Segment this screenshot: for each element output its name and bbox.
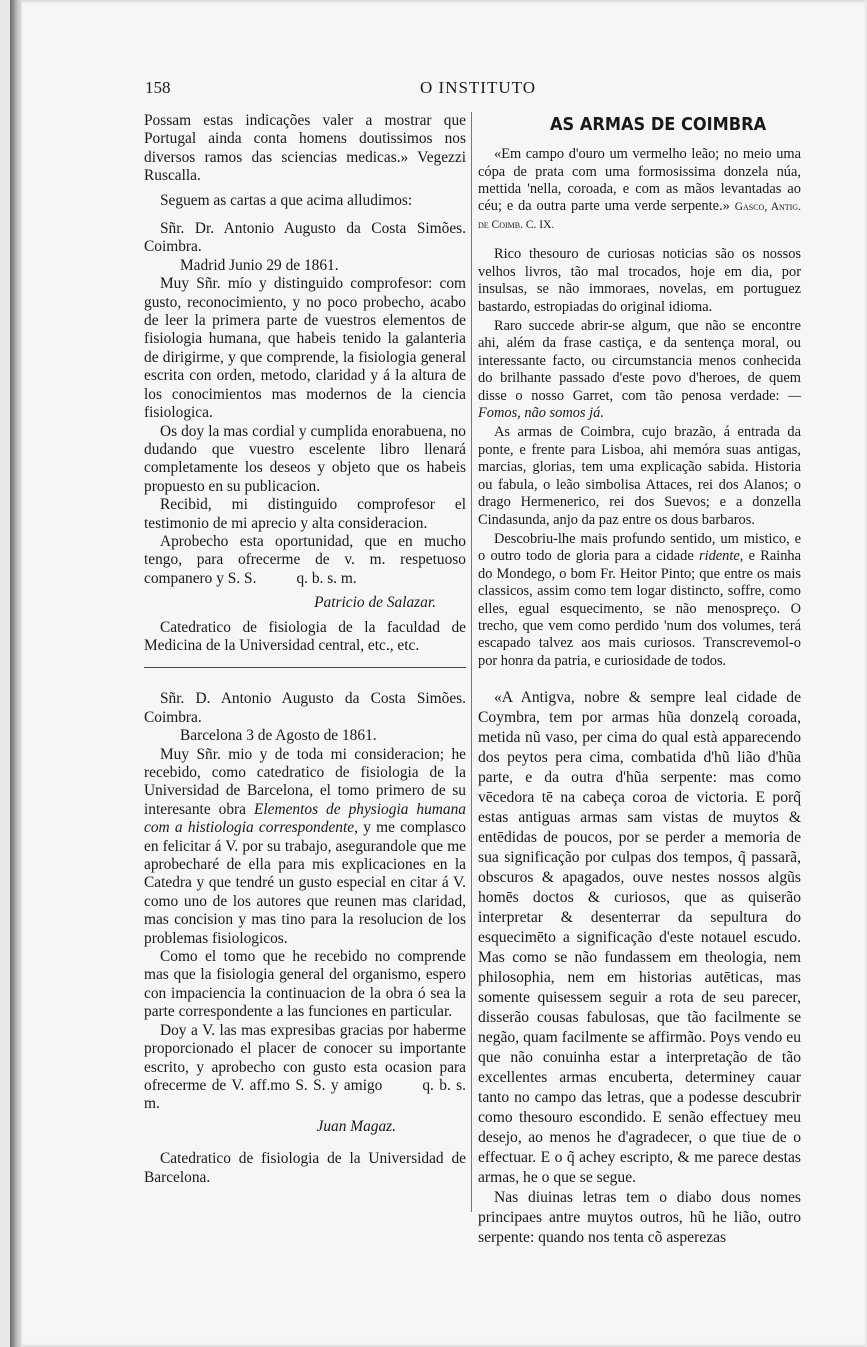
letter-closing: q. b. s. m. — [144, 1076, 466, 1113]
quotation: —Fomos, não somos já. — [478, 387, 801, 422]
paragraph — [478, 318, 801, 422]
letter-signature: Patricio de Salazar. — [314, 594, 436, 612]
letter-address: Sñr. D. Antonio Augusto da Costa Simões. Coimbra. — [144, 690, 466, 726]
running-title: O INSTITUTO — [420, 78, 536, 97]
epigraph — [478, 146, 801, 234]
letter-address: Sñr. Dr. Antonio Augusto da Costa Simões. Coimbra. — [144, 220, 466, 256]
page-binding-edge — [10, 0, 22, 1347]
letter-signer-title: Catedratico de fisiologia de la Universidad de Barcelona. — [144, 1150, 466, 1186]
letter-signer-title: Catedratico de fisiologia de la faculdad de Medicina de la Universidad central, etc., etc. — [144, 618, 466, 654]
paragraph-text: Raro succede abrir-se algum, que não se encontre ahi, além da frase castiça, e da sentença moral, ou interessante facto, ou circumstancia menos conhecida do brilhante passado d'este povo d'heroes, de quem disse o nosso Garret, com tão penosa verdade: — [478, 318, 801, 404]
letter-paragraph: Recibid, mi distinguido comprofesor el testimonio de mi aprecio y alta consideracion. — [144, 496, 466, 532]
page-header — [145, 78, 800, 100]
paragraph: As armas de Coimbra, cujo brazão, á entrada da ponte, e frente para Lisboa, ahi memóra suas antigas, marcias, glorias, tem uma explicação sabida. Historia ou fabula, o leão simbolisa Attaces, rei dos Alanos; o drago Hermenerico, rei dos Suevos; e a donzella Cindasunda, anjo da paz entre os dous barbaros. — [478, 424, 801, 528]
letter-closing: q. b. s. m. — [296, 569, 357, 587]
book-title: Elementos de physiogia humana com a histiologia correspondente, — [144, 800, 466, 837]
letter-body-text: Aprobecho esta oportunidad, que en mucho tengo, para ofrecerme de v. m. respetuoso companero y S. S. — [144, 532, 466, 587]
letter-paragraph: Os doy la mas cordial y cumplida enorabuena, no dudando que vuestro escelente libro llenará completamente los deseos y objeto que os habeis propuesto en su publicacion. — [144, 422, 466, 495]
letter-paragraph — [144, 1022, 466, 1114]
letter-paragraph — [144, 746, 466, 948]
paragraph-text: Descobriu-lhe mais profundo sentido, um mistico, e o outro todo de gloria para a cidade — [478, 530, 801, 565]
letter-body-text: Muy Sñr. mio y de toda mi consideracion; he recebido, como catedratico de fisiologia de la Universidad de Barcelona, el tomo primero de su interesante obra — [144, 745, 466, 818]
letter-paragraph: Muy Sñr. mío y distinguido comprofesor: com gusto, reconocimiento, y no poco probecho, acabo de leer la primera parte de vuestros elementos de fisiologia humana, que habeis tenido la galanteria de dirigirme, y que comprende, la fisiologia general escrita con orden, metodo, claridad y á la altura de los conocimientos mas modernos de la ciencia fisiologica. — [144, 275, 466, 422]
letter-signature: Juan Magaz. — [316, 1117, 396, 1135]
paragraph: Seguem as cartas a que acima alludimos: — [160, 191, 413, 209]
paragraph-text: e Rainha do Mondego, o bom Fr. Heitor Pinto; que entre os mais classicos, assim como tem logar distincto, soffre, como elles, egual esquecimento, se não menospreço. O trecho, que vem como perdido 'num dos volumes, terá escapado talvez aos mais curiosos. Transcrevemol-o por honra da patria, e curiosidade de todos. — [478, 548, 801, 669]
right-column — [478, 112, 801, 1254]
left-column — [144, 112, 466, 1193]
paragraph — [478, 531, 801, 670]
paragraph: Possam estas indicações valer a mostrar que Portugal ainda conta homens doutissimos nos diversos ramos das sciencias medicas.» Vegezzi Ruscalla. — [144, 112, 466, 185]
letter-magaz — [144, 690, 466, 1187]
letter-paragraph — [144, 533, 466, 588]
letter-body-text: Doy a V. las mas expresibas gracias por haberme proporcionado el placer de conocer su importante escrito, y aprobecho con gusto esta ocasion para ofrecerme de V. aff.mo S. S. y amigo — [144, 1021, 466, 1094]
paragraph: Rico thesouro de curiosas noticias são os nossos velhos livros, tão mal trocados, hoje em dia, por insulsas, se não immoraes, novelas, em portuguez bastardo, estropiadas do original idioma. — [478, 246, 801, 315]
epigraph-citation: Gasco, Antig. de Coimb. C. IX. — [478, 201, 802, 232]
letter-salazar — [144, 220, 466, 655]
epigraph-text: «Em campo d'ouro um vermelho leão; no meio uma cópa de prata com uma formosissima donzela núa, mettida 'nella, coroada, e com as mãos levantadas ao céu; e da outra parte uma verde serpente.» — [478, 146, 801, 215]
page-number: 158 — [145, 78, 171, 97]
section-title: AS ARMAS DE COIMBRA — [550, 114, 767, 135]
letter-date: Madrid Junio 29 de 1861. — [180, 256, 339, 274]
letter-date: Barcelona 3 de Agosto de 1861. — [180, 727, 377, 745]
letter-paragraph: Como el tomo que he recebido no comprende mas que la fisiologia general del organismo, espero con impaciencia la continuacion de la obra ó sea la parte correspondente a las funciones en particular. — [144, 948, 466, 1021]
quoted-passage: «A Antigva, nobre & sempre leal cidade de Coymbra, tem por armas hũa donzelą coroada, metida nũ vaso, per cima do qual està apparecendo dos peytos pera cima, combatida d'hũ lião d'hũa parte, e da outra d'hũa serpente: mas como vēcedora tē na cabeça coroa de victoria. E porq̃ estas antiguas armas sam vistas de muytos & entēdidas de poucos, por se perder a memoria de sua significação por culpas dos tempos, q̃ passarã, obscuros & apagados, ouve nestes nossos algũs homēs doctos & curiosos, que as quiserão interpretar & desenterrar da sepultura do esquecimēto a significação d'este notauel escudo. Mas como se não fundassem em theologia, nem philosophia, nem em historias autēticas, mas somente quisessem seguir a rota de seu parecer, disserão cousas fabulosas, que tão facilmente se negão, quam facilmente se affirmão. Poys vendo eu que não conuinha estar a interpretação de tão excellentes armas encuberta, determiney cauar tanto no campo das letras, que a podesse descubrir como thesouro escondido. E senão effectuey meu desejo, ao menos he d'agradecer, o que tiue de o effectuar. E o q̃ achey escripto, & me parece destas armas, he o que se segue. — [478, 689, 801, 1187]
emphasis: ridente, — [698, 548, 744, 565]
letter-body-text: y me complasco en felicitar á V. por su trabajo, asegurandole que me aprobecharé de ella para mis explicaciones en la Catedra y que tendré un gusto especial en citar á V. como uno de los autores que reunen mas claridad, mas concision y mas tino para la resolucion de los problemas fisiologicos. — [144, 819, 466, 947]
separator-rule — [144, 661, 466, 668]
column-divider — [471, 112, 472, 1212]
quoted-passage: Nas diuinas letras tem o diabo dous nomes principaes antre muytos outros, hũ he lião, outro serpente: quando nos tenta cõ asperezas — [478, 1189, 801, 1247]
